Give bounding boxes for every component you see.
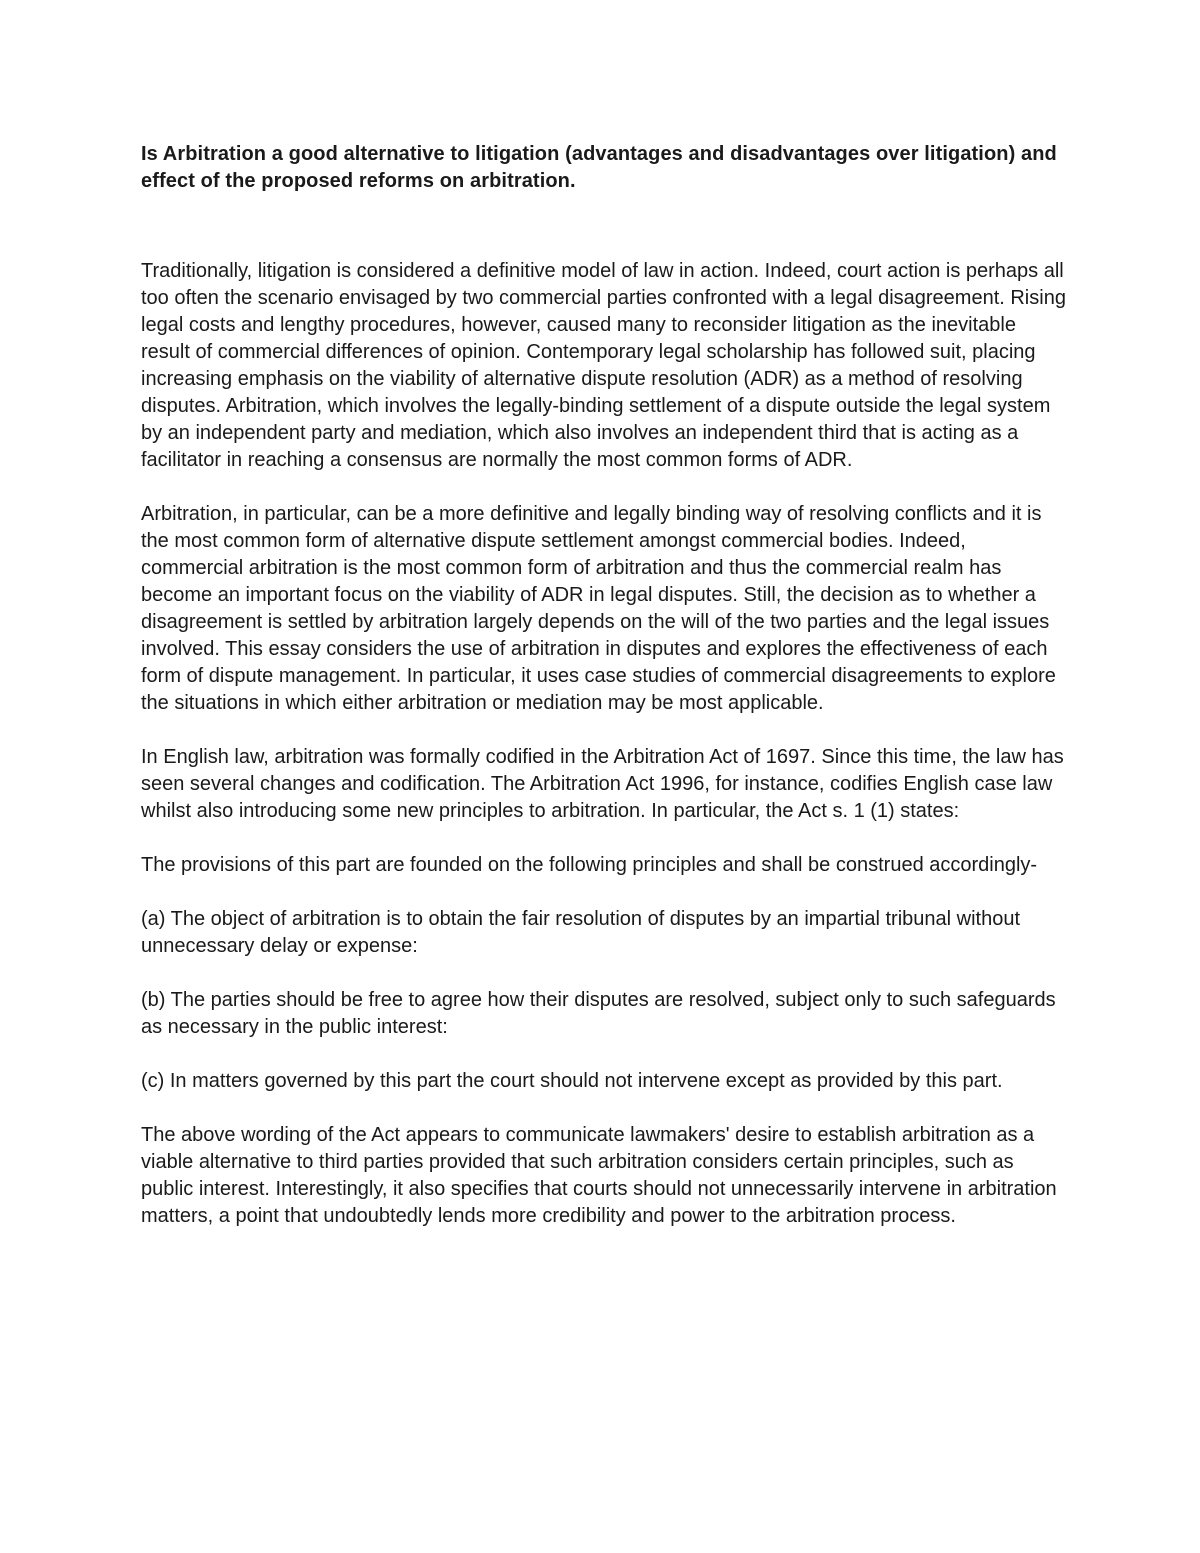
paragraph-closing: The above wording of the Act appears to communicate lawmakers' desire to establish arbitration as a viable alternative to third parties provided that such arbitration considers certain principles, such as public interest. Interestingly, it also specifies that courts should not unnecessarily intervene in arbitration matters, a point that undoubtedly lends more credibility and power to the arbitration process.	[141, 1124, 1057, 1227]
document-page	[141, 141, 1066, 1257]
statute-quote-lead: The provisions of this part are founded on the following principles and shall be construed accordingly-	[141, 854, 1038, 876]
statute-clause-a: (a) The object of arbitration is to obtain the fair resolution of disputes by an impartial tribunal without unnecessary delay or expense:	[141, 908, 1020, 957]
paragraph-english-law: In English law, arbitration was formally codified in the Arbitration Act of 1697. Since this time, the law has seen several changes and codification. The Arbitration Act 1996, for instance, codifies English case law whilst also introducing some new principles to arbitration. In particular, the Act s. 1 (1) states:	[141, 746, 1064, 822]
statute-clause-c: (c) In matters governed by this part the court should not intervene except as provided by this part.	[141, 1070, 1003, 1092]
paragraph-intro: Traditionally, litigation is considered a definitive model of law in action. Indeed, court action is perhaps all too often the scenario envisaged by two commercial parties confronted with a legal disagreement. Rising legal costs and lengthy procedures, however, caused many to reconsider litigation as the inevitable result of commercial differences of opinion. Contemporary legal scholarship has followed suit, placing increasing emphasis on the viability of alternative dispute resolution (ADR) as a method of resolving disputes. Arbitration, which involves the legally-binding settlement of a dispute outside the legal system by an independent party and mediation, which also involves an independent third that is acting as a facilitator in reaching a consensus are normally the most common forms of ADR.	[141, 260, 1066, 471]
document-title: Is Arbitration a good alternative to litigation (advantages and disadvantages over litigation) and effect of the proposed reforms on arbitration.	[141, 143, 1057, 192]
statute-clause-b: (b) The parties should be free to agree how their disputes are resolved, subject only to such safeguards as necessary in the public interest:	[141, 989, 1056, 1038]
paragraph-arbitration: Arbitration, in particular, can be a more definitive and legally binding way of resolving conflicts and it is the most common form of alternative dispute settlement amongst commercial bodies. Indeed, commercial arbitration is the most common form of arbitration and thus the commercial realm has become an important focus on the viability of ADR in legal disputes. Still, the decision as to whether a disagreement is settled by arbitration largely depends on the will of the two parties and the legal issues involved. This essay considers the use of arbitration in disputes and explores the effectiveness of each form of dispute management. In particular, it uses case studies of commercial disagreements to explore the situations in which either arbitration or mediation may be most applicable.	[141, 503, 1056, 714]
